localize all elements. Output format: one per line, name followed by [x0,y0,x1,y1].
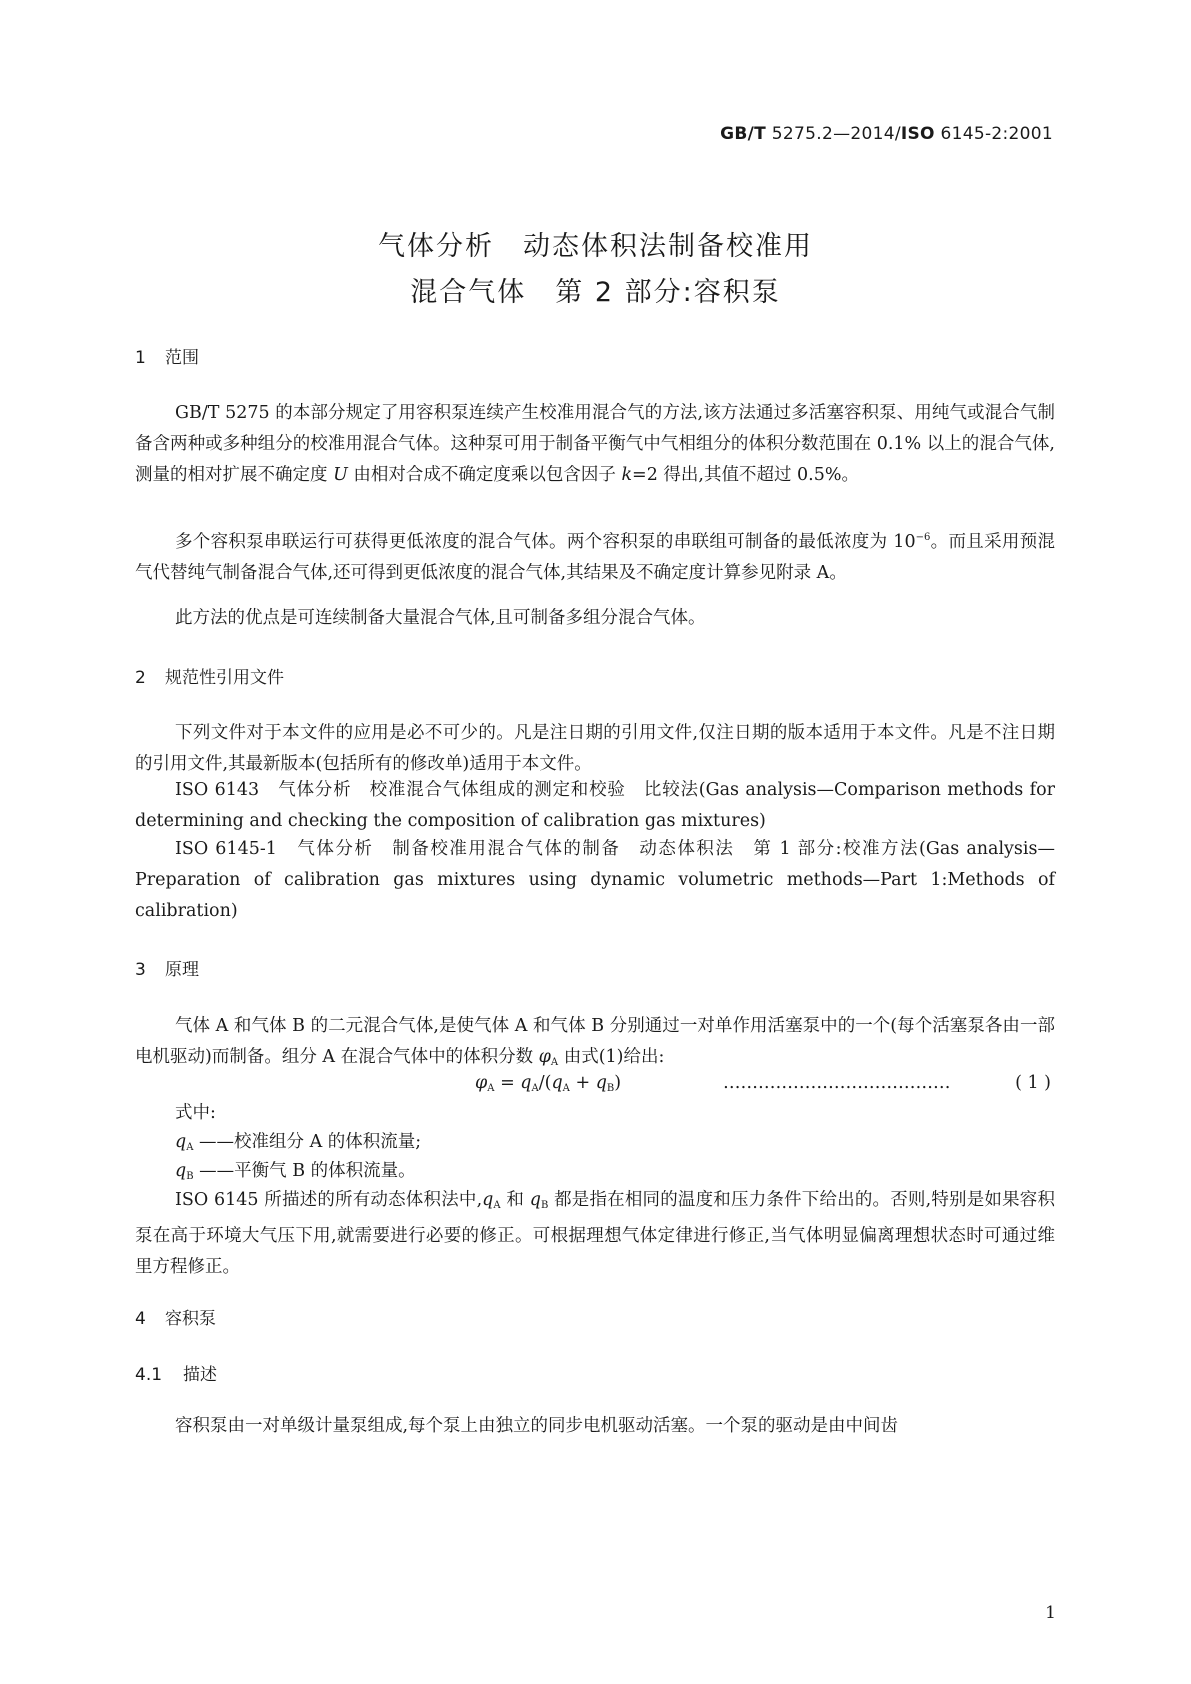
standard-code: GB/T 5275.2—2014/ISO 6145-2:2001 [720,124,1053,144]
section-3-paragraph-2: ISO 6145 所描述的所有动态体积法中$,q_A$ 和 $q_B$ 都是指在相同的温度和压力条件下给出的。否则,特别是如果容积泵在高于环境大气压下用,就需要进行必要的修正。可根据理想气体定律进行修正,当气体明显偏离理想状态时可通过维里方程修正。 [135,1190,1055,1277]
definition-qb: $q_B$ ——平衡气 B 的体积流量。 [175,1161,416,1182]
definition-qa: $q_A$ ——校准组分 A 的体积流量; [175,1132,422,1153]
section-2-heading: 2 规范性引用文件 [135,668,284,688]
section-1-paragraph-1: GB/T 5275 的本部分规定了用容积泵连续产生校准用混合气的方法,该方法通过多活塞容积泵、用纯气或混合气制备含两种或多种组分的校准用混合气体。这种泵可用于制备平衡气中气相组分的体积分数范围在 0.1% 以上的混合气体,测量的相对扩展不确定度 U 由相对合成不确定度乘以包含因子 k=2 得出,其值不超过 0.5%。 [135,403,1055,485]
page-number: 1 [1045,1603,1056,1623]
where-label: 式中: [175,1103,216,1123]
section-1-heading: 1 范围 [135,348,199,368]
equation-leader-dots: ………………………………… [723,1073,951,1093]
title-line-1: 气体分析 动态体积法制备校准用 [378,231,813,262]
section-4-1-paragraph-1: 容积泵由一对单级计量泵组成,每个泵上由独立的同步电机驱动活塞。一个泵的驱动是由中间齿 [175,1416,899,1436]
reference-iso-6143: ISO 6143 气体分析 校准混合气体组成的测定和校验 比较法(Gas analysis—Comparison methods for determining and checking the composition of calibration gas mixtures) [135,780,1055,831]
equation-formula: $\varphi_A = q_A/(q_A + q_B)$ [475,1073,622,1094]
equation-number: ( 1 ) [1015,1073,1051,1093]
section-3-heading: 3 原理 [135,960,199,980]
section-2-paragraph-1: 下列文件对于本文件的应用是必不可少的。凡是注日期的引用文件,仅注日期的版本适用于本文件。凡是不注日期的引用文件,其最新版本(包括所有的修改单)适用于本文件。 [135,723,1055,774]
section-4-heading: 4 容积泵 [135,1309,216,1329]
section-3-paragraph-1: 气体 A 和气体 B 的二元混合气体,是使气体 A 和气体 B 分别通过一对单作用活塞泵中的一个(每个活塞泵各由一部电机驱动)而制备。组分 A 在混合气体中的体积分数 $\varphi_A$ 由式(1)给出: [135,1016,1055,1068]
section-1-paragraph-2: 多个容积泵串联运行可获得更低浓度的混合气体。两个容积泵的串联组可制备的最低浓度为 $10^{-6}$。而且采用预混气代替纯气制备混合气体,还可得到更低浓度的混合气体,其结果及不确定度计算参见附录 A。 [135,532,1056,583]
reference-iso-6145-1: ISO 6145-1 气体分析 制备校准用混合气体的制备 动态体积法 第 1 部分:校准方法(Gas analysis—Preparation of calibration gas mixtures using dynamic volumetric methods—Part 1:Methods of calibration) [135,839,1055,921]
section-1-paragraph-3: 此方法的优点是可连续制备大量混合气体,且可制备多组分混合气体。 [175,608,706,628]
title-line-2: 混合气体 第 2 部分:容积泵 [410,277,781,308]
section-4-1-heading: 4.1 描述 [135,1365,217,1385]
document-title [0,224,1191,316]
